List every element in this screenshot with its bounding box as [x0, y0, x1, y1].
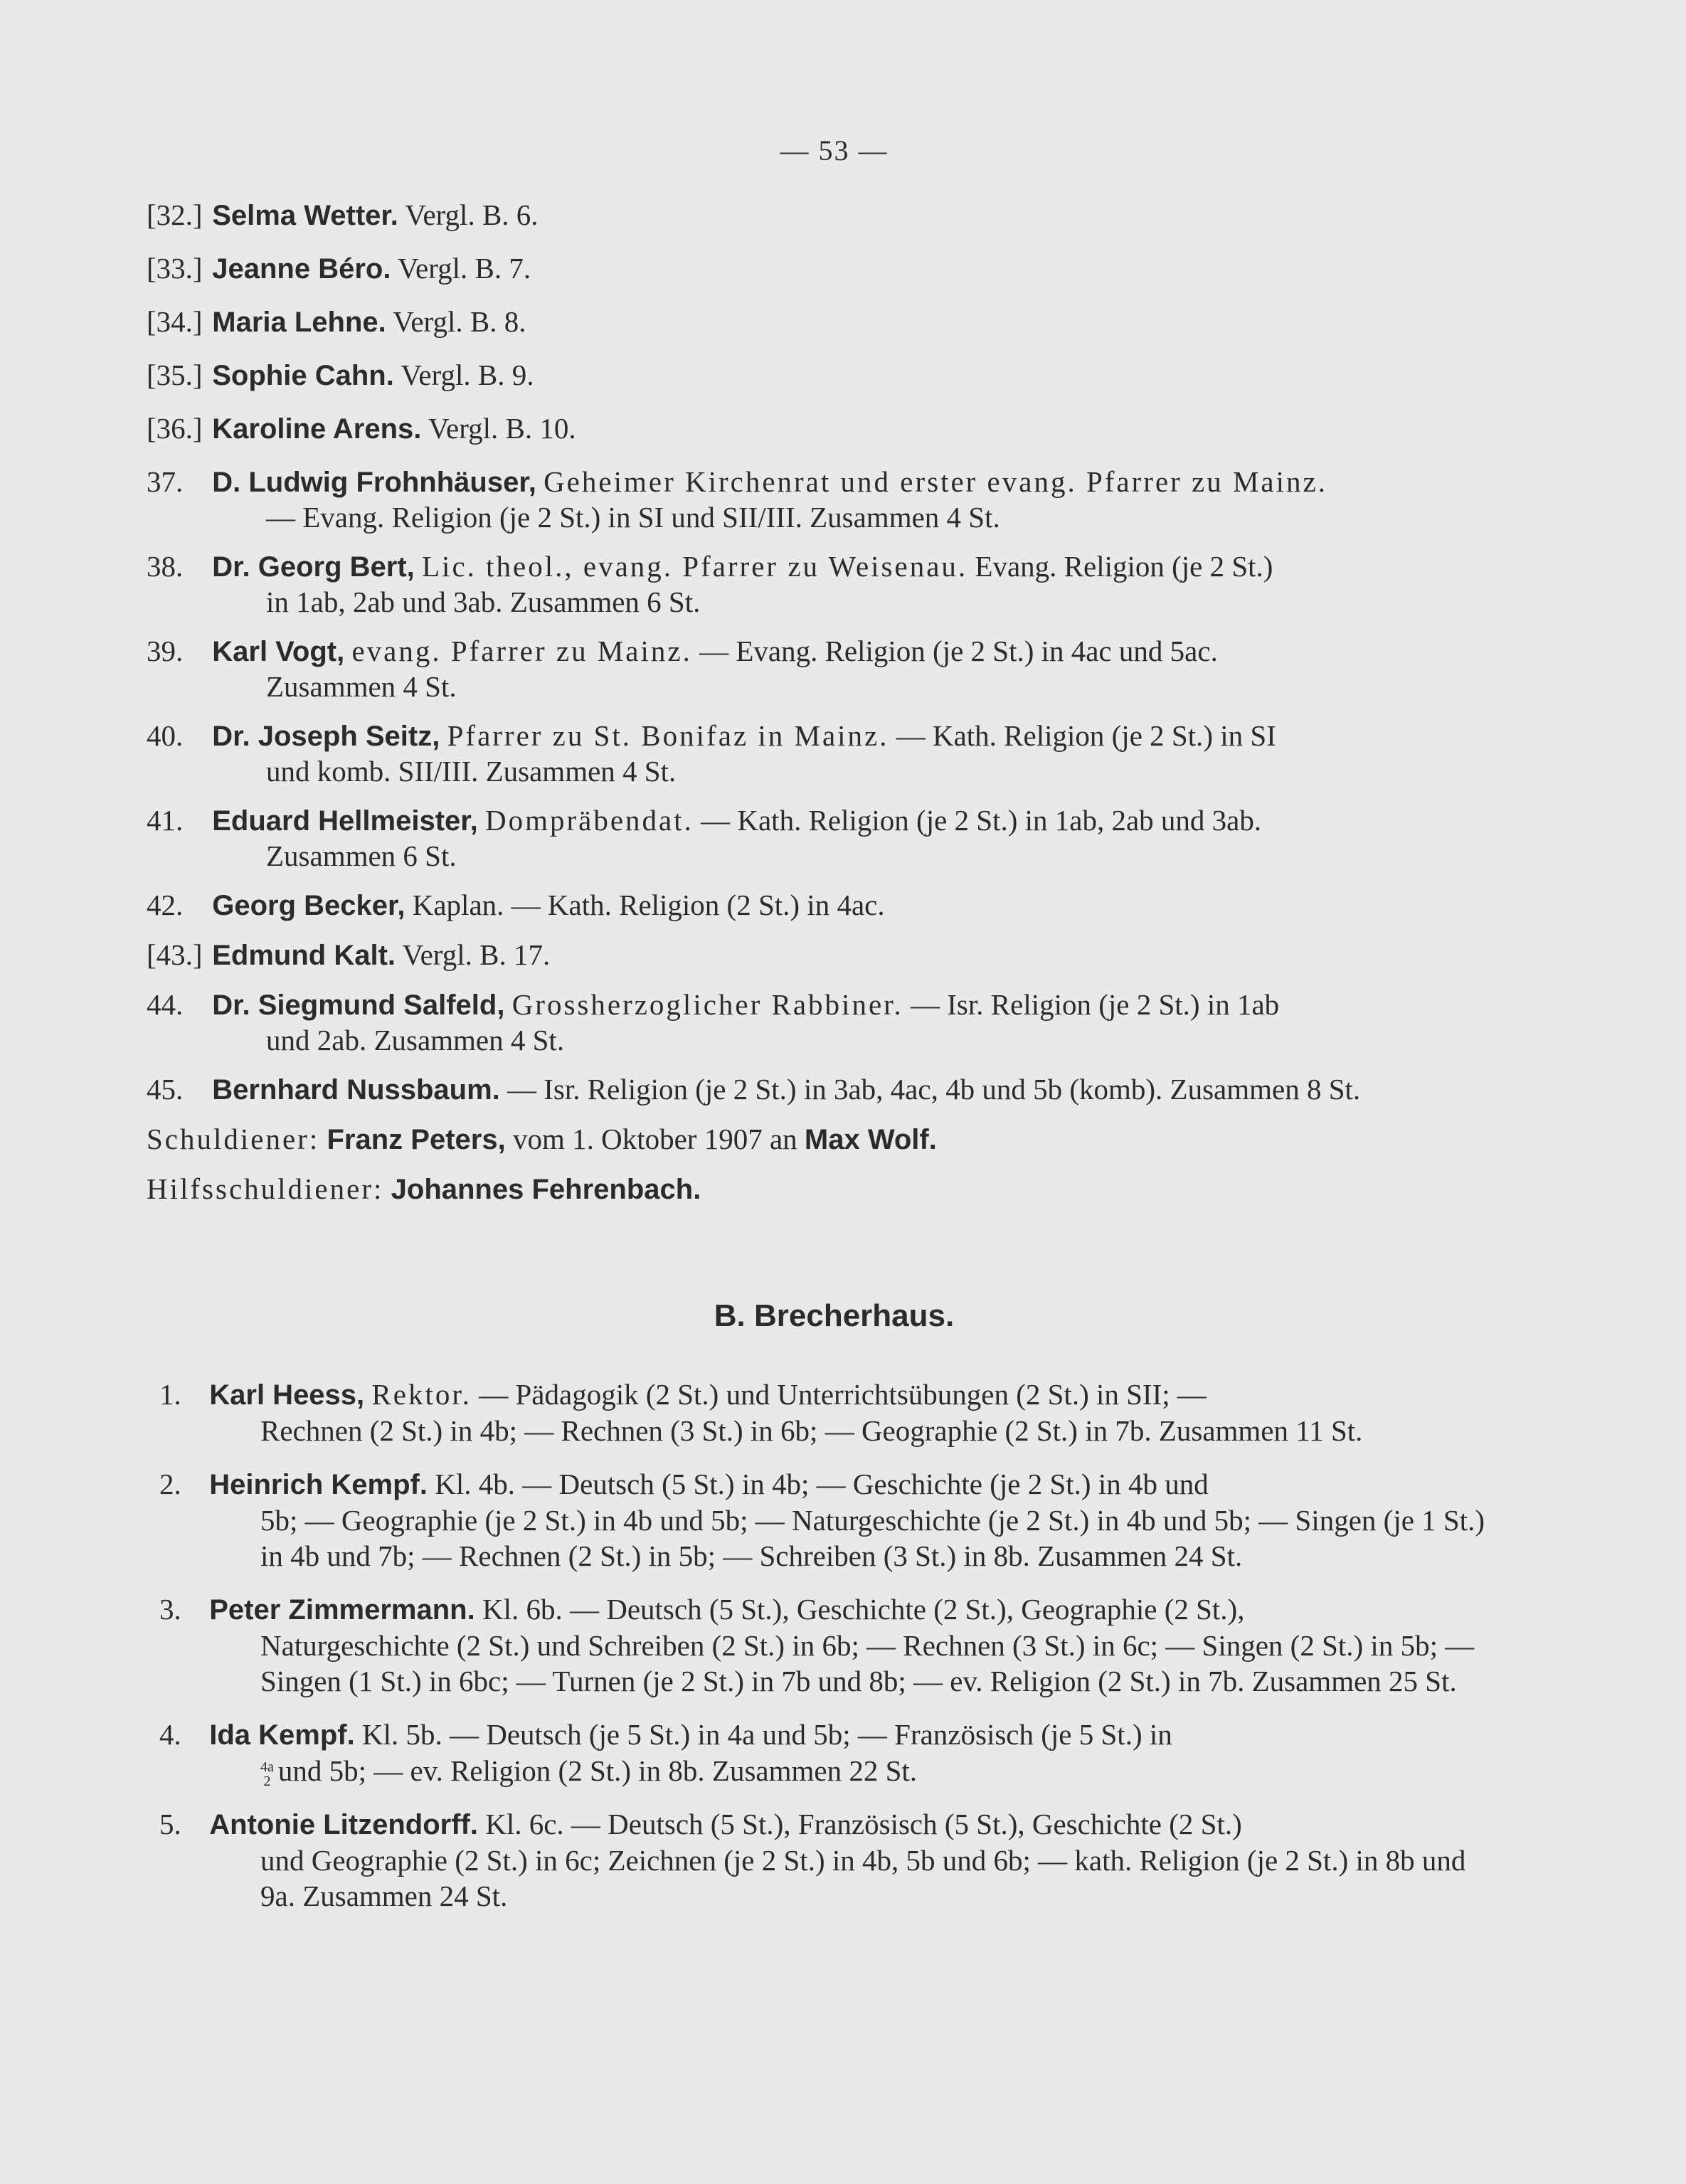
list-item: 5. Antonie Litzendorff. Kl. 6c. — Deutsch (5 St.), Französisch (5 St.), Geschichte (2 St.) und Geographie (2 St.) in 6c; Zeichnen (je 2 St.) in 4b, 5b und 6b; — kath. Religion (je 2 St.) in 8b und 9a. Zusammen 24 St.: [159, 1808, 1466, 1912]
assistant-janitor-line: Hilfsschuldiener: Johannes Fehrenbach.: [147, 1172, 701, 1205]
list-item: [34.] Maria Lehne. Vergl. B. 8.: [147, 305, 526, 338]
list-item: 45. Bernhard Nussbaum. — Isr. Religion (je 2 St.) in 3ab, 4ac, 4b und 5b (komb). Zusammen 8 St.: [147, 1073, 1361, 1106]
list-item: 37. D. Ludwig Frohnhäuser, Geheimer Kirchenrat und erster evang. Pfarrer zu Mainz. — Evang. Religion (je 2 St.) in SI und SII/III. Zusammen 4 St.: [147, 465, 1327, 534]
list-item: 41. Eduard Hellmeister, Dompräbendat. — Kath. Religion (je 2 St.) in 1ab, 2ab und 3ab. Zusammen 6 St.: [147, 804, 1262, 872]
staff-list-b: [159, 1377, 1497, 1931]
list-item: [35.] Sophie Cahn. Vergl. B. 9.: [147, 359, 534, 391]
list-item: 39. Karl Vogt, evang. Pfarrer zu Mainz. — Evang. Religion (je 2 St.) in 4ac und 5ac. Zusammen 4 St.: [147, 635, 1218, 703]
list-item: [32.] Selma Wetter. Vergl. B. 6.: [147, 198, 539, 231]
list-item: 38. Dr. Georg Bert, Lic. theol., evang. Pfarrer zu Weisenau. Evang. Religion (je 2 St.) in 1ab, 2ab und 3ab. Zusammen 6 St.: [147, 550, 1273, 618]
list-item: [43.] Edmund Kalt. Vergl. B. 17.: [147, 938, 551, 971]
list-item: [33.] Jeanne Béro. Vergl. B. 7.: [147, 252, 531, 285]
list-item: 1. Karl Heess, Rektor. — Pädagogik (2 St.) und Unterrichtsübungen (2 St.) in SII; — Rechnen (2 St.) in 4b; — Rechnen (3 St.) in 6b; — Geographie (2 St.) in 7b. Zusammen 11 St.: [159, 1378, 1363, 1447]
list-item: 40. Dr. Joseph Seitz, Pfarrer zu St. Bonifaz in Mainz. — Kath. Religion (je 2 St.) in SI und komb. SII/III. Zusammen 4 St.: [147, 719, 1276, 788]
list-item: 4. Ida Kempf. Kl. 5b. — Deutsch (je 5 St.) in 4a und 5b; — Französisch (je 5 St.) in 4a 2 und 5b; — ev. Religion (2 St.) in 8b. Zusammen 22 St.: [159, 1718, 1172, 1789]
section-title: B. Brecherhaus.: [714, 1298, 955, 1333]
list-item: [36.] Karoline Arens. Vergl. B. 10.: [147, 412, 576, 445]
list-item: 3. Peter Zimmermann. Kl. 6b. — Deutsch (5 St.), Geschichte (2 St.), Geographie (2 St.), Naturgeschichte (2 St.) und Schreiben (2 St.) in 6b; — Rechnen (3 St.) in 6c; — Singen (2 St.) in 5b; — Singen (1 St.) in 6bc; — Turnen (je 2 St.) in 7b und 8b; — ev. Religion (2 St.) in 7b. Zusammen 25 St.: [159, 1593, 1475, 1697]
list-item: 42. Georg Becker, Kaplan. — Kath. Religion (2 St.) in 4ac.: [147, 889, 885, 921]
list-item: 44. Dr. Siegmund Salfeld, Grossherzoglicher Rabbiner. — Isr. Religion (je 2 St.) in 1ab und 2ab. Zusammen 4 St.: [147, 988, 1280, 1056]
list-item: 2. Heinrich Kempf. Kl. 4b. — Deutsch (5 St.) in 4b; — Geschichte (je 2 St.) in 4b und 5b; — Geographie (je 2 St.) in 4b und 5b; — Naturgeschichte (je 2 St.) in 4b und 5b; — Singen (je 1 St.) in 4b und 7b; — Rechnen (2 St.) in 5b; — Schreiben (3 St.) in 8b. Zusammen 24 St.: [159, 1468, 1485, 1572]
page-number: — 53 —: [780, 134, 889, 166]
staff-list-a: [147, 198, 1502, 1221]
janitor-line: Schuldiener: Franz Peters, vom 1. Oktober 1907 an Max Wolf.: [147, 1123, 937, 1155]
fraction: 4a 2: [260, 1759, 274, 1789]
